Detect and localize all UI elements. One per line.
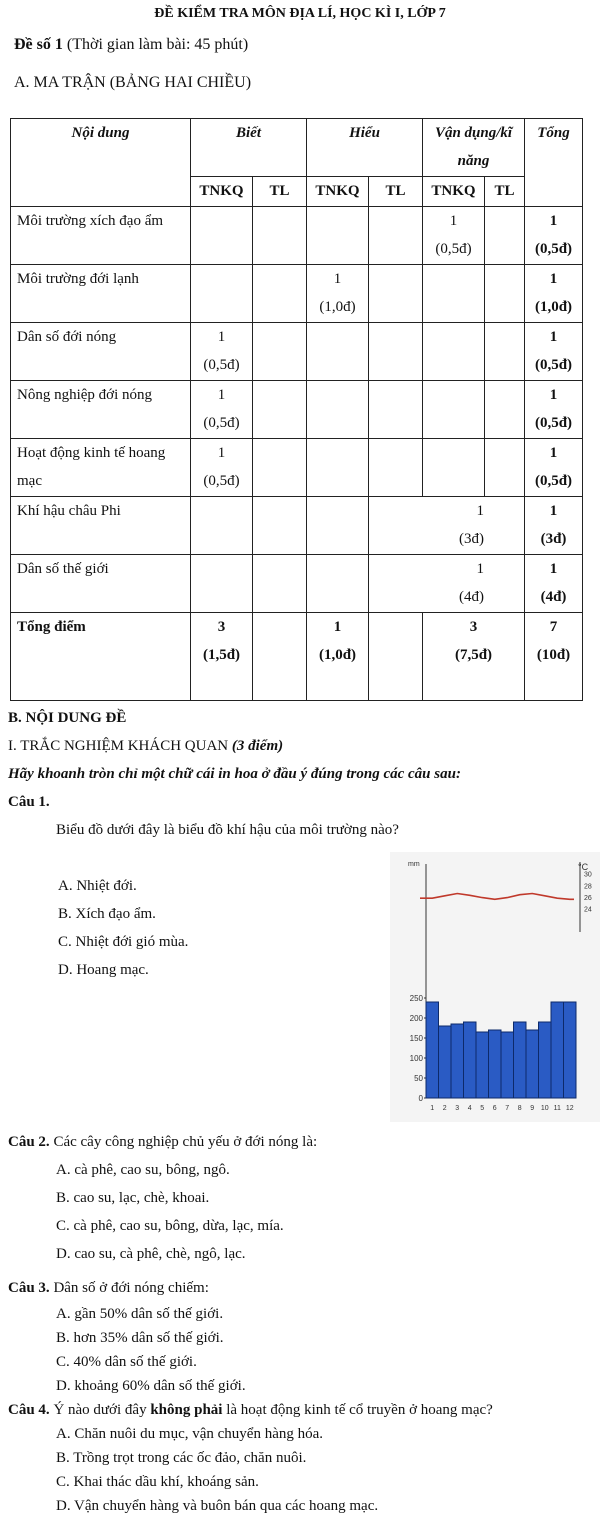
cell-value — [253, 265, 307, 323]
cell-value — [253, 207, 307, 265]
precip-bar — [514, 1022, 527, 1098]
right-tick-label: 30 — [584, 871, 592, 879]
subheader-tnkq: TNKQ — [423, 177, 485, 207]
total-biet: 3 (1,5đ) — [191, 613, 253, 701]
right-unit-label: °C — [578, 862, 589, 872]
total-van-dung: 3 (7,5đ) — [423, 613, 525, 701]
cell-value — [307, 323, 369, 381]
cell-value: 1 (0,5đ) — [191, 439, 253, 497]
precip-bar — [551, 1002, 564, 1098]
part1-title-text: I. TRẮC NGHIỆM KHÁCH QUAN — [8, 738, 232, 754]
left-unit-label: mm — [408, 861, 420, 868]
row-total: 1 (3đ) — [525, 497, 583, 555]
cell-value — [423, 381, 485, 439]
total-tong: 7 (10đ) — [525, 613, 583, 701]
x-tick-label: 5 — [480, 1105, 485, 1112]
instruction: Hãy khoanh tròn chỉ một chữ cái in hoa ở đầu ý đúng trong các câu sau: — [8, 766, 461, 782]
row-topic: Môi trường xích đạo ẩm — [11, 207, 191, 265]
precip-bar — [564, 1002, 577, 1098]
y-tick-label: 0 — [418, 1094, 423, 1103]
row-topic: Dân số thế giới — [11, 555, 191, 613]
cell-value — [485, 381, 525, 439]
x-tick-label: 9 — [530, 1105, 535, 1112]
cell-value: 1 (0,5đ) — [191, 323, 253, 381]
q1-option-d[interactable]: D. Hoang mạc. — [58, 962, 149, 978]
section-a-title: A. MA TRẬN (BẢNG HAI CHIỀU) — [14, 74, 252, 91]
cell-value — [191, 207, 253, 265]
cell-value — [253, 439, 307, 497]
cell-value — [485, 323, 525, 381]
q2-option-b[interactable]: B. cao su, lạc, chè, khoai. — [56, 1190, 210, 1206]
header-van-dung: Vận dụng/kĩ năng — [423, 119, 525, 177]
precip-bar — [439, 1026, 452, 1098]
q3-option-a[interactable]: A. gần 50% dân số thế giới. — [56, 1306, 224, 1322]
right-tick-label: 28 — [584, 883, 592, 891]
cell-value — [485, 439, 525, 497]
temperature-line — [420, 894, 574, 900]
row-topic: Môi trường đới lạnh — [11, 265, 191, 323]
table-row — [11, 207, 583, 265]
x-tick-label: 10 — [540, 1105, 549, 1112]
row-total: 1 (0,5đ) — [525, 207, 583, 265]
q2-stem — [8, 1134, 317, 1151]
cell-value — [369, 207, 423, 265]
q4-option-c[interactable]: C. Khai thác dầu khí, khoáng sản. — [56, 1474, 259, 1490]
table-row — [11, 323, 583, 381]
cell-value — [485, 207, 525, 265]
precip-bar — [476, 1032, 489, 1098]
matrix-table — [10, 118, 583, 701]
q1-option-c[interactable]: C. Nhiệt đới gió mùa. — [58, 934, 189, 950]
q1-label: Câu 1. — [8, 794, 50, 810]
x-tick-label: 11 — [553, 1105, 561, 1112]
q1-option-b[interactable]: B. Xích đạo ẩm. — [58, 906, 156, 922]
q2-option-c[interactable]: C. cà phê, cao su, bông, dừa, lạc, mía. — [56, 1218, 284, 1234]
q1-text: Biểu đồ dưới đây là biểu đồ khí hậu của môi trường nào? — [56, 822, 399, 838]
q3-option-b[interactable]: B. hơn 35% dân số thế giới. — [56, 1330, 224, 1346]
cell-value — [423, 323, 485, 381]
cell-value: 1 (0,5đ) — [423, 207, 485, 265]
q3-option-d[interactable]: D. khoảng 60% dân số thế giới. — [56, 1378, 246, 1394]
cell-value — [307, 555, 369, 613]
header-tong: Tổng — [525, 119, 583, 207]
cell-value: 1 (4đ) — [369, 555, 525, 613]
cell-value: 1 (0,5đ) — [191, 381, 253, 439]
cell-value — [307, 381, 369, 439]
cell-value — [191, 265, 253, 323]
x-tick-label: 6 — [492, 1105, 497, 1112]
cell-value — [253, 497, 307, 555]
precip-bar — [426, 1002, 439, 1098]
header-hieu: Hiểu — [307, 119, 423, 177]
right-tick-label: 26 — [584, 895, 592, 902]
precip-bar — [464, 1022, 477, 1098]
header-noi-dung: Nội dung — [11, 119, 191, 207]
cell-value — [369, 381, 423, 439]
exam-duration: (Thời gian làm bài: 45 phút) — [62, 36, 249, 53]
total-row-label: Tổng điểm — [11, 613, 191, 701]
exam-number — [14, 36, 248, 54]
y-tick-label: 200 — [409, 1014, 423, 1023]
y-tick-label: 250 — [409, 994, 423, 1003]
row-total: 1 (0,5đ) — [525, 381, 583, 439]
cell-value — [369, 439, 423, 497]
y-tick-label: 50 — [414, 1074, 423, 1083]
precip-bar — [526, 1030, 539, 1098]
subheader-tnkq: TNKQ — [191, 177, 253, 207]
part1-title — [8, 738, 283, 755]
cell-value — [191, 497, 253, 555]
climate-chart-svg — [390, 852, 600, 1122]
row-total: 1 (0,5đ) — [525, 439, 583, 497]
page-title: ĐỀ KIỂM TRA MÔN ĐỊA LÍ, HỌC KÌ I, LỚP 7 — [154, 6, 446, 21]
table-row — [11, 439, 583, 497]
table-row — [11, 555, 583, 613]
x-tick-label: 4 — [467, 1105, 472, 1112]
cell-value — [307, 207, 369, 265]
total-row — [11, 613, 583, 701]
x-tick-label: 3 — [455, 1105, 460, 1112]
right-tick-label: 24 — [584, 906, 592, 914]
table-row — [11, 497, 583, 555]
cell-value — [307, 439, 369, 497]
y-tick-label: 100 — [409, 1054, 423, 1063]
row-topic: Hoạt động kinh tế hoang mạc — [11, 439, 191, 497]
q4-text-pre: Ý nào dưới đây — [49, 1402, 151, 1418]
subheader-tnkq: TNKQ — [307, 177, 369, 207]
x-tick-label: 2 — [442, 1105, 447, 1112]
cell-value — [369, 265, 423, 323]
q1-option-a[interactable]: A. Nhiệt đới. — [58, 878, 137, 894]
precip-bar — [501, 1032, 514, 1098]
table-row — [11, 265, 583, 323]
cell-value — [423, 439, 485, 497]
x-tick-label: 7 — [505, 1105, 510, 1112]
q4-option-b[interactable]: B. Trồng trọt trong các ốc đảo, chăn nuôi. — [56, 1450, 307, 1466]
q4-option-a[interactable]: A. Chăn nuôi du mục, vận chuyển hàng hóa. — [56, 1426, 324, 1442]
precip-bar — [489, 1030, 502, 1098]
subheader-tl: TL — [253, 177, 307, 207]
q3-label: Câu 3. — [8, 1280, 50, 1296]
x-tick-label: 8 — [517, 1105, 522, 1112]
subheader-tl: TL — [369, 177, 423, 207]
precip-bar — [451, 1024, 464, 1098]
cell-empty — [253, 613, 307, 701]
table-row — [11, 381, 583, 439]
y-tick-label: 150 — [409, 1034, 423, 1043]
row-total: 1 (1,0đ) — [525, 265, 583, 323]
q2-text: Các cây công nghiệp chủ yếu ở đới nóng là: — [49, 1134, 318, 1150]
row-topic: Dân số đới nóng — [11, 323, 191, 381]
q4-text-post: là hoạt động kinh tế cổ truyền ở hoang mạc? — [222, 1402, 493, 1418]
exam-number-label: Đề số 1 — [14, 36, 63, 53]
section-b-title: B. NỘI DUNG ĐỀ — [8, 710, 127, 726]
x-tick-label: 1 — [430, 1105, 435, 1112]
header-biet: Biết — [191, 119, 307, 177]
q4-label: Câu 4. — [8, 1402, 50, 1418]
cell-value — [307, 497, 369, 555]
q3-option-c[interactable]: C. 40% dân số thế giới. — [56, 1354, 197, 1370]
row-total: 1 (4đ) — [525, 555, 583, 613]
q4-option-d[interactable]: D. Vận chuyển hàng và buôn bán qua các hoang mạc. — [56, 1498, 379, 1514]
cell-empty — [369, 613, 423, 701]
climate-chart — [390, 852, 600, 1122]
precip-bar — [539, 1022, 552, 1098]
cell-value — [253, 323, 307, 381]
x-tick-label: 12 — [565, 1105, 574, 1112]
cell-value — [369, 323, 423, 381]
q4-text-bold: không phải — [150, 1402, 223, 1418]
q4-stem — [8, 1402, 493, 1419]
q3-stem — [8, 1280, 209, 1297]
subheader-tl: TL — [485, 177, 525, 207]
cell-value — [423, 265, 485, 323]
cell-value — [191, 555, 253, 613]
q3-text: Dân số ở đới nóng chiếm: — [49, 1280, 209, 1296]
q2-option-a[interactable]: A. cà phê, cao su, bông, ngô. — [56, 1162, 230, 1178]
row-topic: Nông nghiệp đới nóng — [11, 381, 191, 439]
q2-label: Câu 2. — [8, 1134, 50, 1150]
row-total: 1 (0,5đ) — [525, 323, 583, 381]
cell-value: 1 (1,0đ) — [307, 265, 369, 323]
cell-value — [253, 381, 307, 439]
total-hieu: 1 (1,0đ) — [307, 613, 369, 701]
cell-value: 1 (3đ) — [369, 497, 525, 555]
part1-points: (3 điểm) — [231, 738, 284, 754]
row-topic: Khí hậu châu Phi — [11, 497, 191, 555]
cell-value — [485, 265, 525, 323]
cell-value — [253, 555, 307, 613]
q2-option-d[interactable]: D. cao su, cà phê, chè, ngô, lạc. — [56, 1246, 246, 1262]
